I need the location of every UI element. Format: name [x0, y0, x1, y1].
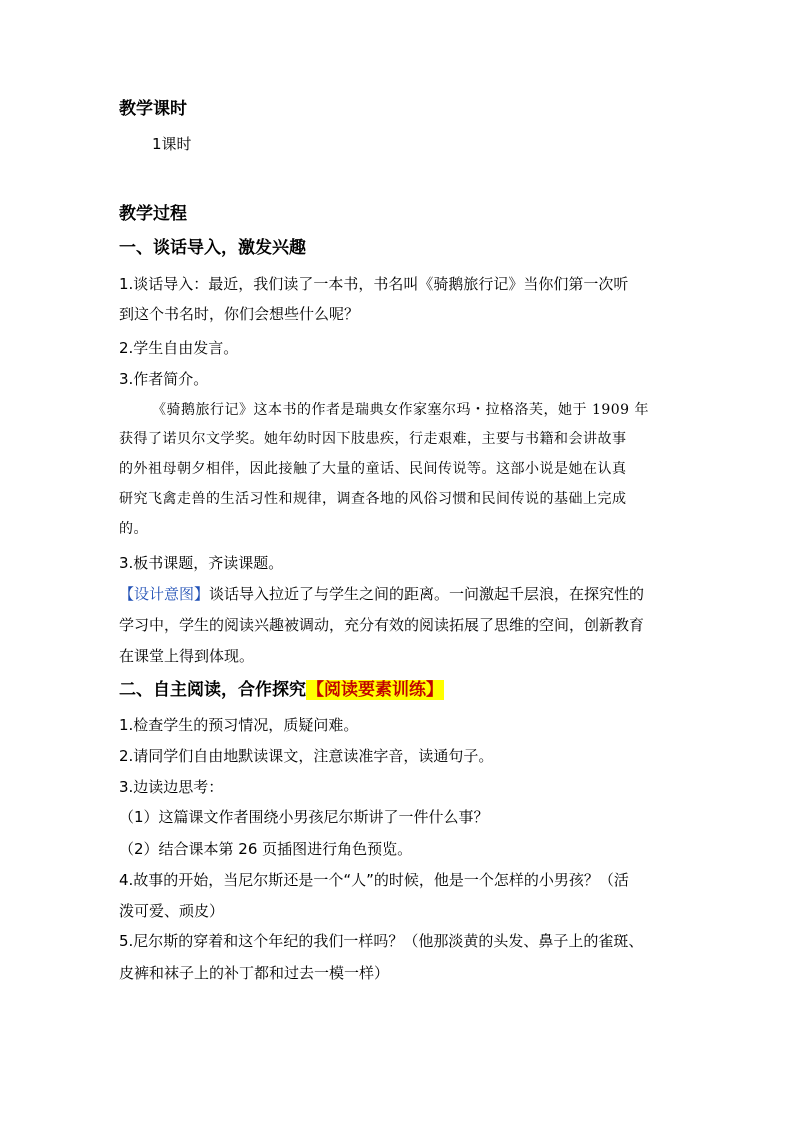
- section1-title: 一、谈话导入，激发兴趣: [119, 238, 306, 258]
- design-intent-line3: 在课堂上得到体现。: [119, 647, 255, 665]
- section1-item2: 2.学生自由发言。: [119, 339, 239, 357]
- hours-value: 1课时: [152, 135, 192, 153]
- section1-item3: 3.作者简介。: [119, 370, 209, 388]
- section2-item4-line1: 4.故事的开始，当尼尔斯还是一个“人”的时候，他是一个怎样的小男孩？（活: [119, 871, 629, 889]
- reading-training-tag: 【阅读要素训练】: [307, 680, 443, 700]
- section2-title-row: [119, 679, 444, 701]
- bio-line1: 《骑鹅旅行记》这本书的作者是瑞典女作家塞尔玛・拉格洛芙，她于 1909 年: [152, 402, 650, 418]
- section2-item4-line2: 泼可爱、顽皮）: [119, 902, 225, 920]
- section2-item1: 1.检查学生的预习情况，质疑问难。: [119, 716, 359, 734]
- section1-item4: 3.板书课题，齐读课题。: [119, 554, 284, 572]
- process-heading: 教学过程: [119, 204, 187, 224]
- section2-item5-line2: 皮裤和袜子上的补丁都和过去一模一样）: [119, 964, 390, 982]
- section2-item5-line1: 5.尼尔斯的穿着和这个年纪的我们一样吗？（他那淡黄的头发、鼻子上的雀斑、: [119, 932, 644, 950]
- bio-line4: 研究飞禽走兽的生活习性和规律，调查各地的风俗习惯和民间传说的基础上完成: [119, 491, 627, 507]
- section2-item2: 2.请同学们自由地默读课文，注意读准字音，读通句子。: [119, 747, 494, 765]
- section2-title: 二、自主阅读，合作探究: [119, 680, 306, 700]
- bio-line2: 获得了诺贝尔文学奖。她年幼时因下肢患疾，行走艰难，主要与书籍和会讲故事: [119, 431, 627, 447]
- design-intent-line2: 学习中，学生的阅读兴趣被调动，充分有效的阅读拓展了思维的空间，创新教育: [119, 616, 645, 634]
- section2-sub2: （2）结合课本第 26 页插图进行角色预览。: [119, 840, 413, 858]
- hours-heading: 教学课时: [119, 99, 187, 119]
- section2-item3: 3.边读边思考：: [119, 778, 224, 796]
- section1-item1-line1: 1.谈话导入：最近，我们读了一本书，书名叫《骑鹅旅行记》当你们第一次听: [119, 275, 629, 293]
- section2-sub1: （1）这篇课文作者围绕小男孩尼尔斯讲了一件什么事？: [119, 808, 489, 826]
- design-intent-text: 谈话导入拉近了与学生之间的距离。一问激起千层浪，在探究性的: [209, 585, 645, 603]
- bio-line3: 的外祖母朝夕相伴，因此接触了大量的童话、民间传说等。这部小说是她在认真: [119, 461, 627, 477]
- design-intent-line1: [119, 583, 644, 605]
- section1-item1-line2: 到这个书名时，你们会想些什么呢？: [119, 305, 360, 323]
- design-intent-label: 【设计意图】: [119, 585, 210, 603]
- bio-line5: 的。: [119, 521, 148, 537]
